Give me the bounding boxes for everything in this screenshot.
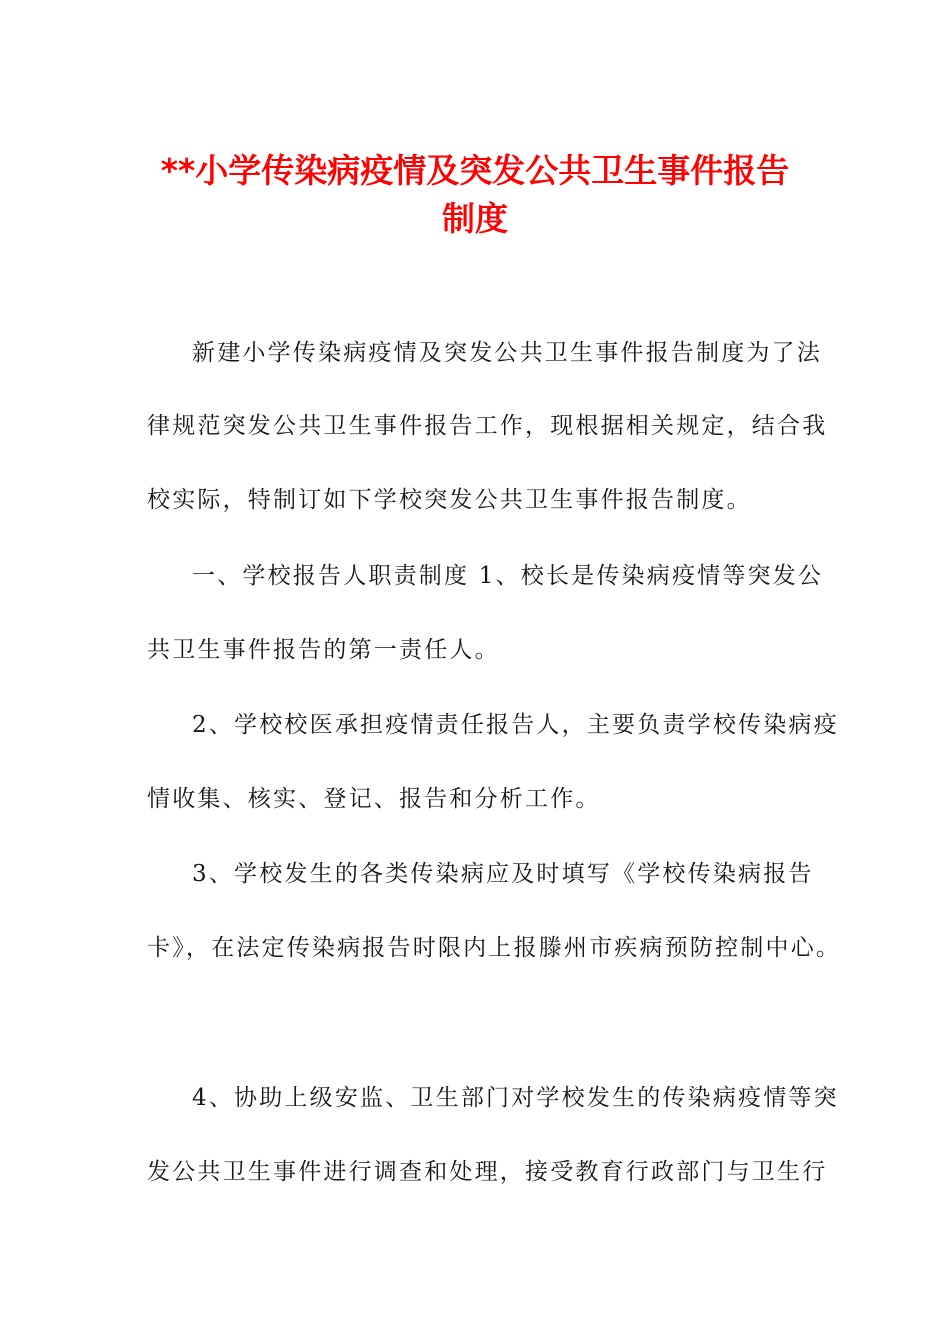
document-title-line-2: 制度 [442,199,508,238]
paragraph-item-2-line-1: 2、学校校医承担疫情责任报告人，主要负责学校传染病疫 [192,712,839,738]
paragraph-intro-line-1: 新建小学传染病疫情及突发公共卫生事件报告制度为了法 [192,340,822,366]
document-title-line-1: **小学传染病疫情及突发公共卫生事件报告 [160,151,790,190]
paragraph-section-1-line-1: 一、学校报告人职责制度 1、校长是传染病疫情等突发公 [192,563,824,589]
paragraph-item-3-line-1: 3、学校发生的各类传染病应及时填写《学校传染病报告 [192,861,814,887]
paragraph-item-4-line-1: 4、协助上级安监、卫生部门对学校发生的传染病疫情等突 [192,1085,839,1111]
paragraph-intro-line-2: 律规范突发公共卫生事件报告工作，现根据相关规定，结合我 [147,413,828,439]
paragraph-item-2-line-2: 情收集、核实、登记、报告和分析工作。 [147,786,601,812]
paragraph-intro-line-3: 校实际，特制订如下学校突发公共卫生事件报告制度。 [147,487,752,513]
paragraph-item-4-line-2: 发公共卫生事件进行调查和处理，接受教育行政部门与卫生行 [147,1159,828,1185]
paragraph-item-3-line-2: 卡》，在法定传染病报告时限内上报滕州市疾病预防控制中心。 [147,935,842,961]
paragraph-section-1-line-2: 共卫生事件报告的第一责任人。 [147,637,500,663]
